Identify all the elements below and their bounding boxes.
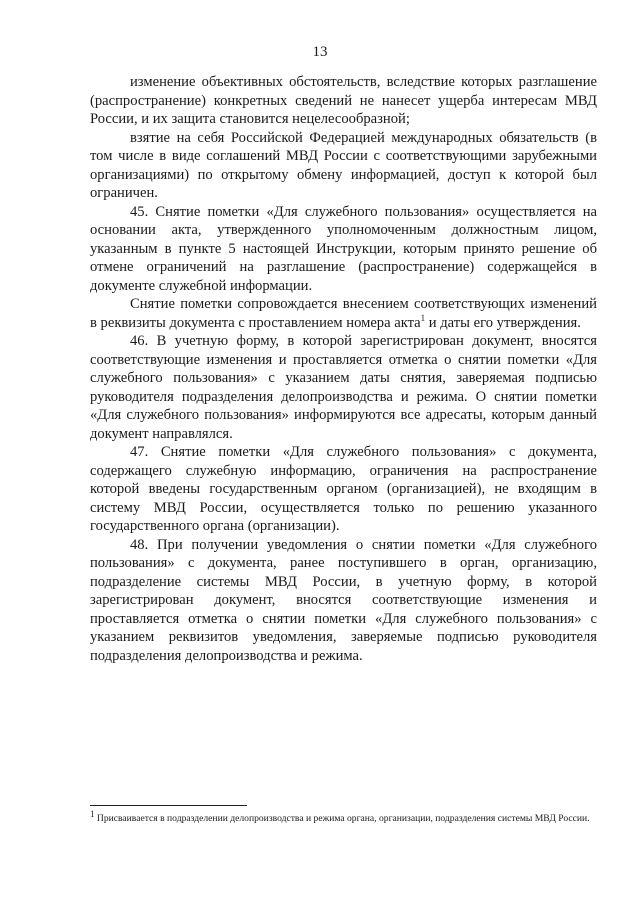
paragraph-act-removal xyxy=(90,295,597,332)
paragraph-46: 46. В учетную форму, в которой зарегистрирован документ, вносятся соответствующие изменения и проставляется отметка о снятии пометки «Для служебного пользования» с указанием даты снятия, заверяемая подписью руководителя подразделения делопроизводства и режима. О снятии пометки «Для служебного пользования» информируются все адресаты, которым данный документ направлялся. xyxy=(90,333,597,442)
footnote-text: Присваивается в подразделении делопроизводства и режима органа, организации, подразделения системы МВД России. xyxy=(94,813,590,824)
paragraph: взятие на себя Российской Федерацией международных обязательств (в том числе в виде соглашений МВД России с соответствующими зарубежными организациями) по открытому обмену информацией, доступ к которой был ограничен. xyxy=(90,129,597,201)
paragraph-text: Снятие пометки сопровождается внесением соответствующих изменений в реквизиты документа с проставлением номера акта xyxy=(90,296,597,331)
paragraph-text: и даты его утверждения. xyxy=(425,314,581,331)
footnote-marker: 1 xyxy=(90,808,95,819)
paragraph-48: 48. При получении уведомления о снятии пометки «Для служебного пользования» с документа, ранее поступившего в орган, организацию, подразделение системы МВД России, в учетную форму, в которой зарегистрирован документ, вносятся соответствующие изменения и проставляется отметка о снятии пометки «Для служебного пользования» с указанием реквизитов уведомления, заверяемые подписью руководителя подразделения делопроизводства и режима. xyxy=(90,536,597,664)
paragraph-45: 45. Снятие пометки «Для служебного пользования» осуществляется на основании акта, утвержденного уполномоченным должностным лицом, указанным в пункте 5 настоящей Инструкции, которым принято решение об отмене ограничений на разглашение (распространение) содержащейся в документе служебной информации. xyxy=(90,203,597,294)
footnote xyxy=(90,808,597,826)
page-number: 13 xyxy=(312,44,328,60)
paragraph: изменение объективных обстоятельств, вследствие которых разглашение (распространение) конкретных сведений не нанесет ущерба интересам МВД России, и их защита становится нецелесообразной; xyxy=(90,74,597,127)
document-body xyxy=(90,73,597,665)
paragraph-47: 47. Снятие пометки «Для служебного пользования» с документа, содержащего служебную информацию, ограничения на распространение которой введены государственным органом (организацией), не входящим в систему МВД России, осуществляется только по решению указанного государственного органа (организации). xyxy=(90,444,597,534)
footnote-reference: 1 xyxy=(420,312,426,323)
footnote-divider xyxy=(90,805,247,806)
